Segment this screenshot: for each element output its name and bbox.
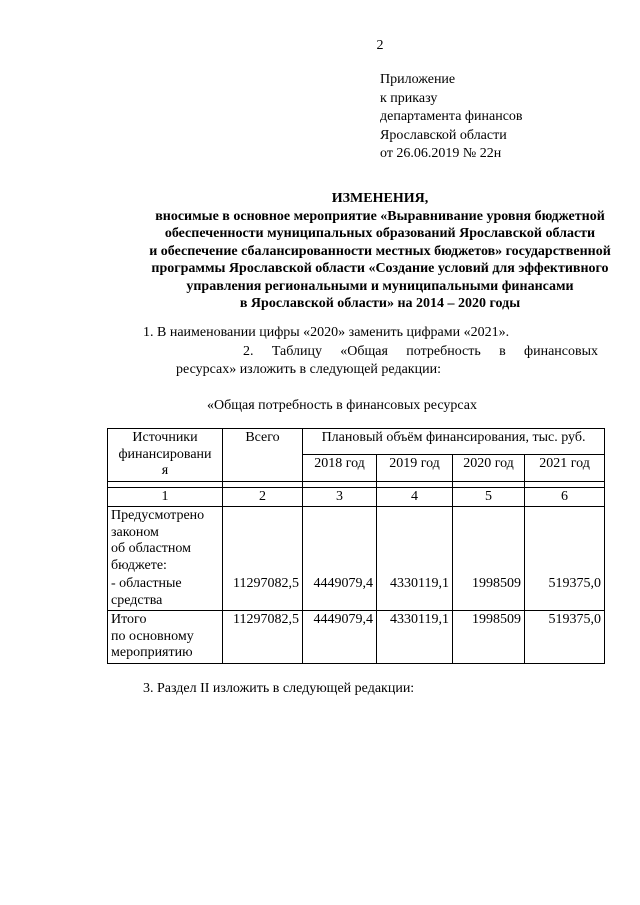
- header-year: 2019 год: [377, 455, 453, 481]
- row-label-line: мероприятию: [111, 645, 193, 660]
- table-row: [108, 575, 605, 611]
- column-number: 4: [377, 487, 453, 507]
- row-label-line: по основному: [111, 628, 194, 644]
- row-label-line: об областном: [111, 541, 192, 556]
- cell-value: 4449079,4: [303, 575, 377, 611]
- paragraph-3: 3. Раздел II изложить в следующей редакции:: [143, 681, 415, 696]
- header-sources: [108, 429, 223, 482]
- cell-value: [453, 507, 525, 576]
- title-line: программы Ярославской области «Создание условий для эффективного: [151, 261, 609, 276]
- cell-value: 4330119,1: [377, 575, 453, 611]
- cell-value: 11297082,5: [223, 575, 303, 611]
- word: Таблицу: [271, 344, 322, 359]
- header-sources-line: финансировани: [118, 446, 212, 462]
- row-label: [108, 575, 223, 611]
- cell-value: 4330119,1: [377, 611, 453, 664]
- cell-value: [377, 507, 453, 576]
- cell-value: 1998509: [453, 575, 525, 611]
- header-sources-line: я: [161, 463, 169, 478]
- cell-value: [525, 507, 605, 576]
- table-caption: «Общая потребность в финансовых ресурсах: [207, 398, 477, 413]
- header-year: 2021 год: [525, 455, 605, 481]
- annex-line: Приложение: [380, 72, 456, 87]
- word: 2.: [243, 344, 254, 359]
- annex-block: [380, 71, 523, 164]
- title-line: в Ярославской области» на 2014 – 2020 годы: [239, 296, 521, 311]
- annex-line: департамента финансов: [380, 109, 523, 124]
- cell-value: 1998509: [453, 611, 525, 664]
- document-title: [70, 190, 640, 313]
- word: «Общая: [340, 344, 388, 359]
- cell-value: [303, 507, 377, 576]
- column-number: 6: [525, 487, 605, 507]
- paragraph-2-line-2: ресурсах» изложить в следующей редакции:: [176, 362, 441, 377]
- column-number: 5: [453, 487, 525, 507]
- column-number-row: [108, 487, 605, 507]
- row-label-line: законом: [111, 524, 159, 540]
- header-sources-line: Источники: [132, 430, 198, 445]
- page-number: 2: [376, 38, 384, 53]
- word: в: [499, 344, 506, 359]
- word: финансовых: [524, 344, 599, 359]
- title-line: обеспеченности муниципальных образований Ярославской области: [164, 226, 596, 241]
- cell-value: 4449079,4: [303, 611, 377, 664]
- header-year: 2020 год: [453, 455, 525, 481]
- header-planned: Плановый объём финансирования, тыс. руб.: [303, 429, 605, 455]
- row-label-line: Предусмотрено: [111, 508, 205, 523]
- annex-line: от 26.06.2019 № 22н: [380, 146, 502, 161]
- row-label-line: средства: [111, 592, 163, 608]
- paragraph-1: 1. В наименовании цифры «2020» заменить цифрами «2021».: [143, 325, 510, 340]
- title-heading: ИЗМЕНЕНИЯ,: [331, 191, 429, 206]
- finance-table: [107, 428, 605, 664]
- title-line: и обеспечение сбалансированности местных бюджетов» государственной: [149, 243, 611, 259]
- annex-line: Ярославской области: [380, 127, 507, 143]
- row-label-line: - областные: [111, 576, 182, 591]
- header-total: Всего: [223, 429, 303, 482]
- paragraph-2-line-1: [243, 344, 598, 360]
- table-row: [108, 611, 605, 664]
- title-line: управления региональными и муниципальными финансами: [186, 278, 574, 294]
- header-year: 2018 год: [303, 455, 377, 481]
- row-label-line: Итого: [111, 612, 147, 627]
- annex-line: к приказу: [380, 90, 438, 106]
- cell-value: 519375,0: [525, 575, 605, 611]
- row-label-line: бюджете:: [111, 557, 167, 573]
- table-row: [108, 507, 605, 576]
- column-number: 1: [108, 487, 223, 507]
- title-line: вносимые в основное мероприятие «Выравнивание уровня бюджетной: [155, 208, 605, 224]
- row-label: [108, 507, 223, 576]
- cell-value: [223, 507, 303, 576]
- cell-value: 11297082,5: [223, 611, 303, 664]
- cell-value: 519375,0: [525, 611, 605, 664]
- column-number: 2: [223, 487, 303, 507]
- word: потребность: [406, 344, 481, 359]
- row-label: [108, 611, 223, 664]
- column-number: 3: [303, 487, 377, 507]
